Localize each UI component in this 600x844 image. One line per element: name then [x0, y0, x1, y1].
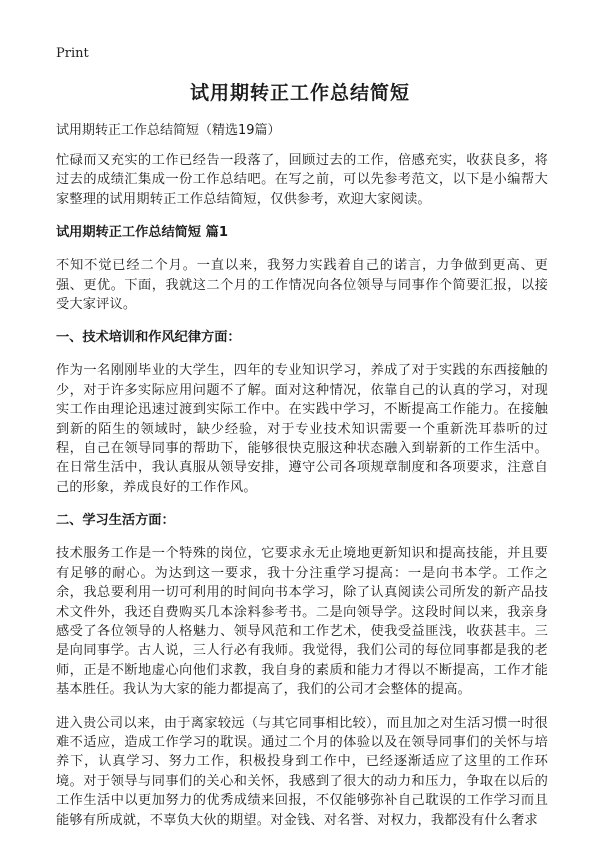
- article-intro-paragraph: 不知不觉已经二个月。一直以来，我努力实践着自己的诺言，力争做到更高、更强、更优。下面，我就这二个月的工作情况向各位领导与同事作个简要汇报，以接受大家评议。: [56, 258, 548, 313]
- page-title: 试用期转正工作总结简短: [189, 82, 410, 104]
- section-training-paragraph: 作为一名刚刚毕业的大学生，四年的专业知识学习，养成了对于实践的东西接触的少，对于许多实际应用问题不了解。面对这种情况，依靠自己的认真的学习，对现实工作由理论迅速过渡到实际工作中。在实践中学习，不断提高工作能力。在接触到新的陌生的领域时，缺少经验，对于专业技术知识需要一个重新洗耳恭听的过程，自己在领导同事的帮助下，能够很快克服这种状态融入到崭新的工作生活中。在日常生活中，我认真服从领导安排，遵守公司各项规章制度和各项要求，注意自己的形象，养成良好的工作作风。: [56, 363, 548, 495]
- document-subtitle: 试用期转正工作总结简短（精选19篇）: [56, 123, 281, 138]
- section-heading-training: 一、技术培训和作风纪律方面：: [56, 330, 241, 346]
- intro-paragraph: 忙碌而又充实的工作已经告一段落了，回顾过去的工作，倍感充实，收获良多，将过去的成绩汇集成一份工作总结吧。在写之前，可以先参考范文，以下是小编帮大家整理的试用期转正工作总结简短，仅供参考，欢迎大家阅读。: [56, 153, 548, 207]
- section-heading-study-life: 二、学习生活方面：: [56, 513, 175, 529]
- section-study-paragraph-2: 进入贵公司以来，由于离家较远（与其它同事相比较），而且加之对生活习惯一时很难不适应，造成工作学习的耽误。通过二个月的体验以及在领导同事们的关怀与培养下，认真学习、努力工作，积极投身到工作中，已经逐渐适应了这里的工作环境。对于领导与同事们的关心和关怀，我感到了很大的动力和压力，争取在以后的工作生活中以更加努力的优秀成绩来回报，不仅能够弥补自己耽误的工作学习而且能够有所成就，不辜负大伙的期望。对金钱、对名誉、对权力，我都没有什么奢求: [56, 715, 548, 828]
- section-study-paragraph-1: 技术服务工作是一个特殊的岗位，它要求永无止境地更新知识和提高技能，并且要有足够的耐心。为达到这一要求，我十分注重学习提高：一是向书本学。工作之余，我总要利用一切可利用的时间向书本学习，除了认真阅读公司所发的新产品技术文件外，我还自费购买几本涂料参考书。二是向领导学。这段时间以来，我亲身感受了各位领导的人格魅力、领导风范和工作艺术，使我受益匪浅，收获甚丰。三是向同事学。古人说，三人行必有我师。我觉得，我们公司的每位同事都是我的老师，正是不断地虚心向他们求教，我自身的素质和能力才得以不断提高，工作才能基本胜任。我认为大家的能力都提高了，我们的公司才会整体的提高。: [56, 546, 548, 698]
- document-body: [56, 122, 548, 844]
- article-heading: 试用期转正工作总结简短 篇1: [56, 225, 229, 241]
- print-link[interactable]: Print: [56, 46, 89, 61]
